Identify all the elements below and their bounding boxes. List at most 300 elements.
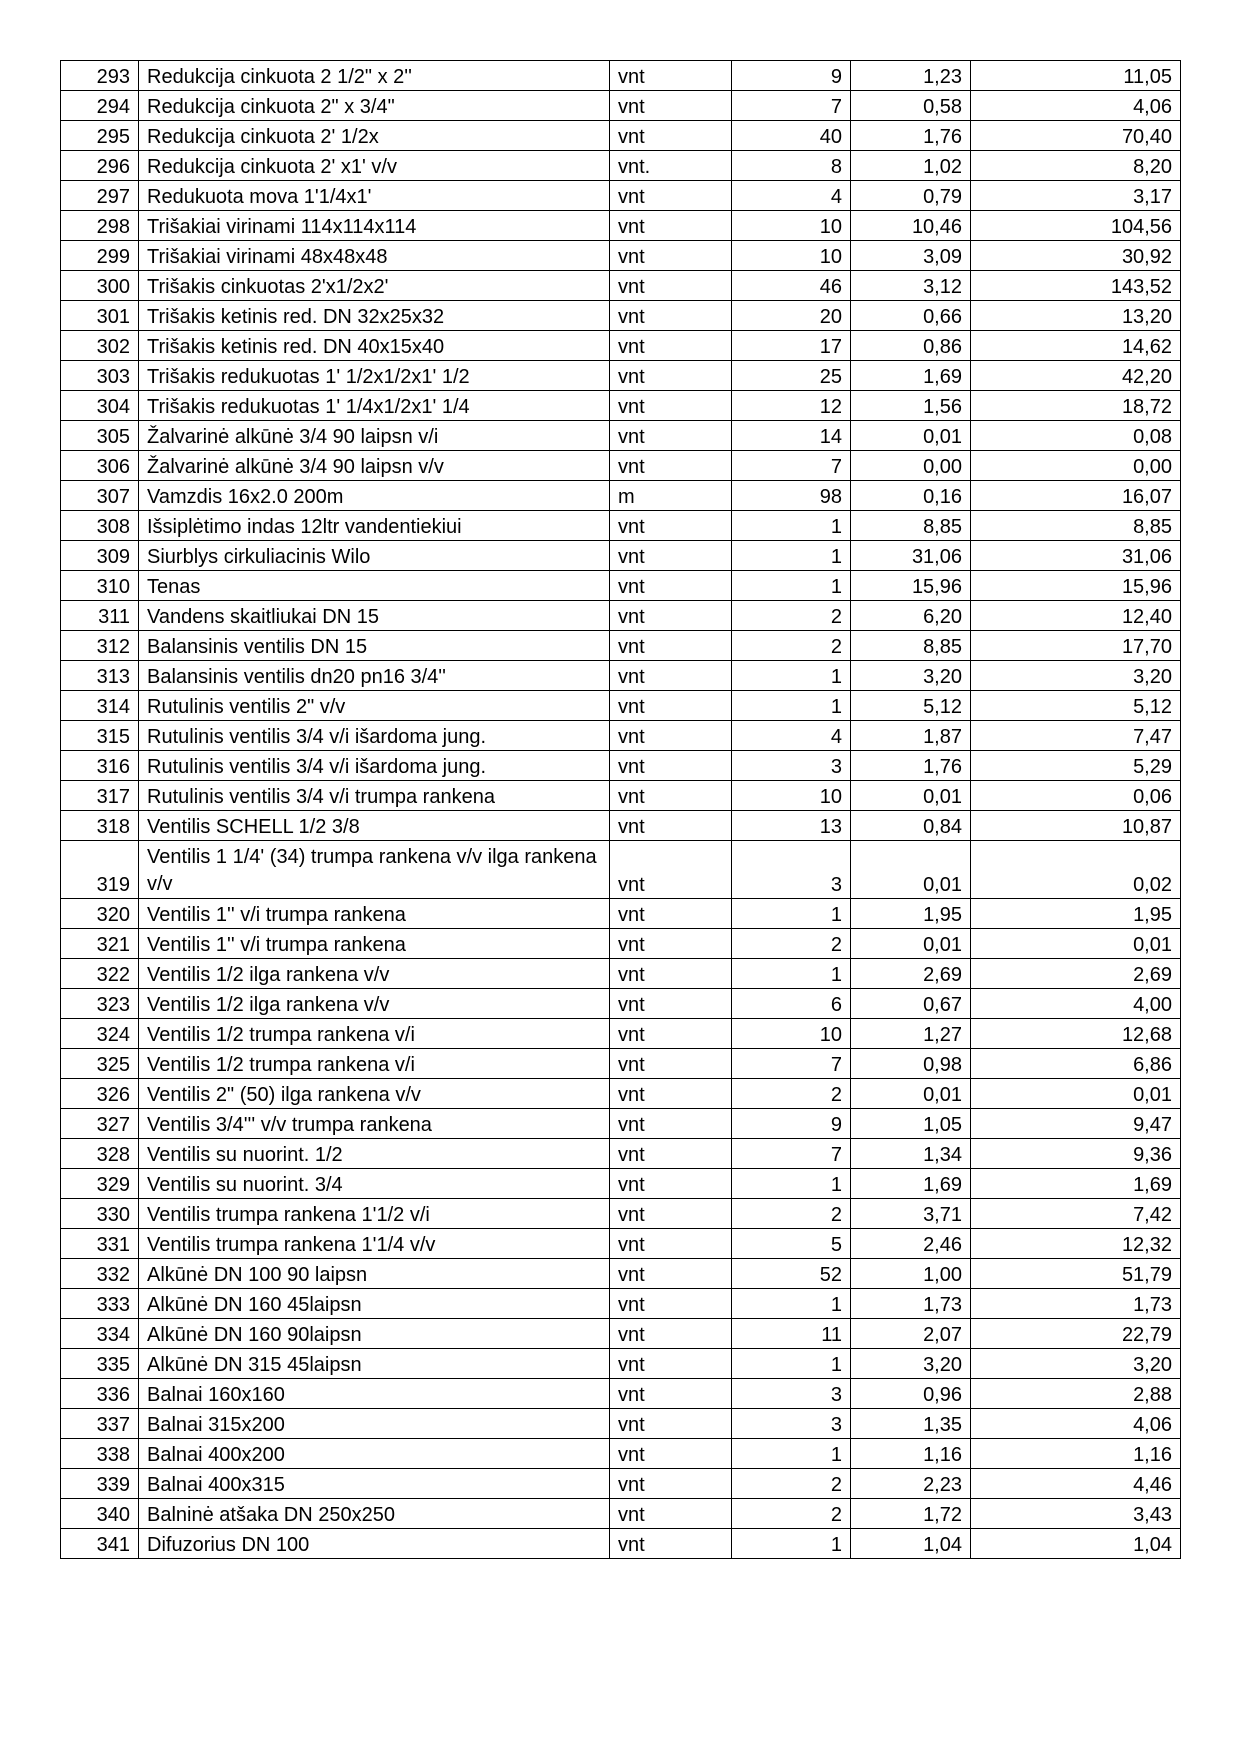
unit-price-cell: 8,85 bbox=[851, 511, 971, 541]
row-number-cell: 339 bbox=[61, 1469, 139, 1499]
row-number-cell: 322 bbox=[61, 959, 139, 989]
total-cell: 9,36 bbox=[971, 1139, 1181, 1169]
quantity-cell: 9 bbox=[732, 61, 851, 91]
unit-cell: vnt bbox=[610, 1439, 732, 1469]
table-row bbox=[61, 721, 1181, 751]
row-number-cell: 315 bbox=[61, 721, 139, 751]
row-number-cell: 324 bbox=[61, 1019, 139, 1049]
quantity-cell: 1 bbox=[732, 899, 851, 929]
unit-cell: vnt bbox=[610, 1289, 732, 1319]
unit-cell: vnt bbox=[610, 121, 732, 151]
row-number-cell: 294 bbox=[61, 91, 139, 121]
total-cell: 12,40 bbox=[971, 601, 1181, 631]
total-cell: 13,20 bbox=[971, 301, 1181, 331]
item-name-cell: Ventilis 1'' v/i trumpa rankena bbox=[139, 929, 610, 959]
item-name-cell: Žalvarinė alkūnė 3/4 90 laipsn v/v bbox=[139, 451, 610, 481]
table-row bbox=[61, 841, 1181, 899]
table-row bbox=[61, 781, 1181, 811]
item-name-cell: Rutulinis ventilis 3/4 v/i trumpa rankena bbox=[139, 781, 610, 811]
total-cell: 16,07 bbox=[971, 481, 1181, 511]
table-row bbox=[61, 1319, 1181, 1349]
quantity-cell: 17 bbox=[732, 331, 851, 361]
unit-cell: vnt bbox=[610, 1229, 732, 1259]
total-cell: 104,56 bbox=[971, 211, 1181, 241]
table-row bbox=[61, 1499, 1181, 1529]
unit-price-cell: 1,56 bbox=[851, 391, 971, 421]
item-name-cell: Ventilis 1/2 ilga rankena v/v bbox=[139, 959, 610, 989]
row-number-cell: 334 bbox=[61, 1319, 139, 1349]
table-row bbox=[61, 1049, 1181, 1079]
quantity-cell: 7 bbox=[732, 91, 851, 121]
table-row bbox=[61, 899, 1181, 929]
unit-cell: vnt bbox=[610, 631, 732, 661]
unit-cell: vnt bbox=[610, 391, 732, 421]
total-cell: 7,47 bbox=[971, 721, 1181, 751]
row-number-cell: 319 bbox=[61, 841, 139, 899]
table-row bbox=[61, 751, 1181, 781]
total-cell: 1,95 bbox=[971, 899, 1181, 929]
quantity-cell: 1 bbox=[732, 541, 851, 571]
row-number-cell: 323 bbox=[61, 989, 139, 1019]
table-row bbox=[61, 959, 1181, 989]
quantity-cell: 2 bbox=[732, 1199, 851, 1229]
total-cell: 10,87 bbox=[971, 811, 1181, 841]
table-row bbox=[61, 241, 1181, 271]
unit-price-cell: 0,01 bbox=[851, 929, 971, 959]
item-name-cell: Trišakis ketinis red. DN 32x25x32 bbox=[139, 301, 610, 331]
quantity-cell: 1 bbox=[732, 1349, 851, 1379]
row-number-cell: 311 bbox=[61, 601, 139, 631]
unit-cell: vnt bbox=[610, 301, 732, 331]
total-cell: 1,16 bbox=[971, 1439, 1181, 1469]
item-name-cell: Trišakis redukuotas 1' 1/4x1/2x1' 1/4 bbox=[139, 391, 610, 421]
row-number-cell: 316 bbox=[61, 751, 139, 781]
row-number-cell: 337 bbox=[61, 1409, 139, 1439]
inventory-table bbox=[60, 60, 1181, 1559]
item-name-cell: Trišakiai virinami 48x48x48 bbox=[139, 241, 610, 271]
quantity-cell: 12 bbox=[732, 391, 851, 421]
unit-price-cell: 1,05 bbox=[851, 1109, 971, 1139]
unit-cell: vnt bbox=[610, 91, 732, 121]
quantity-cell: 14 bbox=[732, 421, 851, 451]
unit-price-cell: 1,04 bbox=[851, 1529, 971, 1559]
table-row bbox=[61, 1409, 1181, 1439]
item-name-cell: Alkūnė DN 315 45laipsn bbox=[139, 1349, 610, 1379]
unit-price-cell: 1,73 bbox=[851, 1289, 971, 1319]
total-cell: 42,20 bbox=[971, 361, 1181, 391]
unit-cell: vnt bbox=[610, 1139, 732, 1169]
table-row bbox=[61, 691, 1181, 721]
unit-price-cell: 1,23 bbox=[851, 61, 971, 91]
total-cell: 12,32 bbox=[971, 1229, 1181, 1259]
quantity-cell: 46 bbox=[732, 271, 851, 301]
table-row bbox=[61, 929, 1181, 959]
unit-price-cell: 0,00 bbox=[851, 451, 971, 481]
total-cell: 1,73 bbox=[971, 1289, 1181, 1319]
table-row bbox=[61, 301, 1181, 331]
item-name-cell: Trišakiai virinami 114x114x114 bbox=[139, 211, 610, 241]
quantity-cell: 4 bbox=[732, 181, 851, 211]
unit-cell: vnt bbox=[610, 691, 732, 721]
unit-cell: vnt bbox=[610, 1379, 732, 1409]
item-name-cell: Redukcija cinkuota 2' 1/2x bbox=[139, 121, 610, 151]
item-name-cell: Alkūnė DN 160 45laipsn bbox=[139, 1289, 610, 1319]
row-number-cell: 328 bbox=[61, 1139, 139, 1169]
unit-price-cell: 0,01 bbox=[851, 421, 971, 451]
row-number-cell: 329 bbox=[61, 1169, 139, 1199]
quantity-cell: 11 bbox=[732, 1319, 851, 1349]
quantity-cell: 3 bbox=[732, 1409, 851, 1439]
unit-price-cell: 3,09 bbox=[851, 241, 971, 271]
unit-cell: vnt bbox=[610, 1259, 732, 1289]
quantity-cell: 1 bbox=[732, 511, 851, 541]
unit-cell: vnt bbox=[610, 1499, 732, 1529]
row-number-cell: 313 bbox=[61, 661, 139, 691]
total-cell: 4,06 bbox=[971, 91, 1181, 121]
row-number-cell: 308 bbox=[61, 511, 139, 541]
item-name-cell: Balnai 400x200 bbox=[139, 1439, 610, 1469]
unit-price-cell: 0,01 bbox=[851, 841, 971, 899]
total-cell: 31,06 bbox=[971, 541, 1181, 571]
item-name-cell: Difuzorius DN 100 bbox=[139, 1529, 610, 1559]
quantity-cell: 13 bbox=[732, 811, 851, 841]
item-name-cell: Trišakis ketinis red. DN 40x15x40 bbox=[139, 331, 610, 361]
unit-cell: vnt bbox=[610, 211, 732, 241]
item-name-cell: Ventilis 2" (50) ilga rankena v/v bbox=[139, 1079, 610, 1109]
unit-cell: vnt bbox=[610, 61, 732, 91]
table-row bbox=[61, 91, 1181, 121]
total-cell: 3,20 bbox=[971, 661, 1181, 691]
unit-price-cell: 0,16 bbox=[851, 481, 971, 511]
unit-cell: vnt bbox=[610, 1529, 732, 1559]
table-row bbox=[61, 1139, 1181, 1169]
unit-price-cell: 1,27 bbox=[851, 1019, 971, 1049]
table-row bbox=[61, 271, 1181, 301]
inventory-table-body bbox=[61, 61, 1181, 1559]
table-row bbox=[61, 811, 1181, 841]
quantity-cell: 2 bbox=[732, 631, 851, 661]
total-cell: 0,01 bbox=[971, 929, 1181, 959]
total-cell: 7,42 bbox=[971, 1199, 1181, 1229]
item-name-cell: Ventilis 1 1/4' (34) trumpa rankena v/v ilga rankena v/v bbox=[139, 841, 610, 899]
quantity-cell: 5 bbox=[732, 1229, 851, 1259]
total-cell: 9,47 bbox=[971, 1109, 1181, 1139]
table-row bbox=[61, 391, 1181, 421]
total-cell: 143,52 bbox=[971, 271, 1181, 301]
item-name-cell: Balninė atšaka DN 250x250 bbox=[139, 1499, 610, 1529]
quantity-cell: 1 bbox=[732, 1169, 851, 1199]
item-name-cell: Rutulinis ventilis 2" v/v bbox=[139, 691, 610, 721]
row-number-cell: 330 bbox=[61, 1199, 139, 1229]
quantity-cell: 4 bbox=[732, 721, 851, 751]
total-cell: 3,43 bbox=[971, 1499, 1181, 1529]
total-cell: 8,85 bbox=[971, 511, 1181, 541]
row-number-cell: 299 bbox=[61, 241, 139, 271]
unit-price-cell: 2,07 bbox=[851, 1319, 971, 1349]
unit-cell: vnt bbox=[610, 1109, 732, 1139]
quantity-cell: 6 bbox=[732, 989, 851, 1019]
row-number-cell: 293 bbox=[61, 61, 139, 91]
total-cell: 5,12 bbox=[971, 691, 1181, 721]
table-row bbox=[61, 1109, 1181, 1139]
unit-price-cell: 0,66 bbox=[851, 301, 971, 331]
unit-price-cell: 0,98 bbox=[851, 1049, 971, 1079]
item-name-cell: Redukcija cinkuota 2' x1' v/v bbox=[139, 151, 610, 181]
unit-cell: vnt bbox=[610, 1199, 732, 1229]
total-cell: 30,92 bbox=[971, 241, 1181, 271]
item-name-cell: Ventilis trumpa rankena 1'1/2 v/i bbox=[139, 1199, 610, 1229]
item-name-cell: Trišakis cinkuotas 2'x1/2x2' bbox=[139, 271, 610, 301]
total-cell: 14,62 bbox=[971, 331, 1181, 361]
quantity-cell: 25 bbox=[732, 361, 851, 391]
unit-cell: vnt bbox=[610, 661, 732, 691]
unit-cell: vnt bbox=[610, 841, 732, 899]
total-cell: 1,69 bbox=[971, 1169, 1181, 1199]
unit-price-cell: 0,86 bbox=[851, 331, 971, 361]
unit-cell: vnt bbox=[610, 571, 732, 601]
item-name-cell: Ventilis 1/2 trumpa rankena v/i bbox=[139, 1049, 610, 1079]
quantity-cell: 3 bbox=[732, 841, 851, 899]
unit-cell: vnt bbox=[610, 811, 732, 841]
row-number-cell: 297 bbox=[61, 181, 139, 211]
quantity-cell: 1 bbox=[732, 1289, 851, 1319]
quantity-cell: 10 bbox=[732, 1019, 851, 1049]
table-row bbox=[61, 1469, 1181, 1499]
item-name-cell: Balnai 160x160 bbox=[139, 1379, 610, 1409]
unit-cell: vnt bbox=[610, 781, 732, 811]
item-name-cell: Redukuota mova 1'1/4x1' bbox=[139, 181, 610, 211]
unit-price-cell: 1,87 bbox=[851, 721, 971, 751]
unit-cell: vnt bbox=[610, 751, 732, 781]
unit-price-cell: 1,69 bbox=[851, 361, 971, 391]
item-name-cell: Ventilis 1'' v/i trumpa rankena bbox=[139, 899, 610, 929]
quantity-cell: 2 bbox=[732, 1499, 851, 1529]
row-number-cell: 327 bbox=[61, 1109, 139, 1139]
table-row bbox=[61, 451, 1181, 481]
quantity-cell: 1 bbox=[732, 1439, 851, 1469]
row-number-cell: 307 bbox=[61, 481, 139, 511]
quantity-cell: 3 bbox=[732, 1379, 851, 1409]
unit-cell: vnt. bbox=[610, 151, 732, 181]
unit-price-cell: 3,71 bbox=[851, 1199, 971, 1229]
quantity-cell: 10 bbox=[732, 781, 851, 811]
item-name-cell: Redukcija cinkuota 2 1/2" x 2'' bbox=[139, 61, 610, 91]
quantity-cell: 2 bbox=[732, 929, 851, 959]
unit-price-cell: 3,20 bbox=[851, 1349, 971, 1379]
unit-price-cell: 2,23 bbox=[851, 1469, 971, 1499]
item-name-cell: Trišakis redukuotas 1' 1/2x1/2x1' 1/2 bbox=[139, 361, 610, 391]
table-row bbox=[61, 1379, 1181, 1409]
quantity-cell: 10 bbox=[732, 211, 851, 241]
total-cell: 8,20 bbox=[971, 151, 1181, 181]
unit-price-cell: 0,01 bbox=[851, 1079, 971, 1109]
quantity-cell: 1 bbox=[732, 691, 851, 721]
unit-price-cell: 5,12 bbox=[851, 691, 971, 721]
quantity-cell: 20 bbox=[732, 301, 851, 331]
table-row bbox=[61, 361, 1181, 391]
table-row bbox=[61, 571, 1181, 601]
unit-cell: vnt bbox=[610, 1049, 732, 1079]
unit-price-cell: 0,67 bbox=[851, 989, 971, 1019]
table-row bbox=[61, 1199, 1181, 1229]
item-name-cell: Alkūnė DN 160 90laipsn bbox=[139, 1319, 610, 1349]
row-number-cell: 309 bbox=[61, 541, 139, 571]
table-row bbox=[61, 331, 1181, 361]
item-name-cell: Rutulinis ventilis 3/4 v/i išardoma jung. bbox=[139, 721, 610, 751]
row-number-cell: 301 bbox=[61, 301, 139, 331]
total-cell: 1,04 bbox=[971, 1529, 1181, 1559]
unit-cell: vnt bbox=[610, 601, 732, 631]
unit-price-cell: 8,85 bbox=[851, 631, 971, 661]
unit-cell: vnt bbox=[610, 541, 732, 571]
unit-price-cell: 6,20 bbox=[851, 601, 971, 631]
table-row bbox=[61, 1019, 1181, 1049]
quantity-cell: 1 bbox=[732, 959, 851, 989]
quantity-cell: 1 bbox=[732, 571, 851, 601]
unit-price-cell: 1,00 bbox=[851, 1259, 971, 1289]
quantity-cell: 2 bbox=[732, 601, 851, 631]
table-row bbox=[61, 1439, 1181, 1469]
total-cell: 17,70 bbox=[971, 631, 1181, 661]
unit-cell: vnt bbox=[610, 181, 732, 211]
quantity-cell: 3 bbox=[732, 751, 851, 781]
table-row bbox=[61, 1349, 1181, 1379]
unit-price-cell: 2,46 bbox=[851, 1229, 971, 1259]
row-number-cell: 295 bbox=[61, 121, 139, 151]
unit-price-cell: 1,16 bbox=[851, 1439, 971, 1469]
item-name-cell: Ventilis trumpa rankena 1'1/4 v/v bbox=[139, 1229, 610, 1259]
item-name-cell: Ventilis SCHELL 1/2 3/8 bbox=[139, 811, 610, 841]
quantity-cell: 9 bbox=[732, 1109, 851, 1139]
item-name-cell: Ventilis 3/4''' v/v trumpa rankena bbox=[139, 1109, 610, 1139]
total-cell: 0,06 bbox=[971, 781, 1181, 811]
row-number-cell: 340 bbox=[61, 1499, 139, 1529]
row-number-cell: 325 bbox=[61, 1049, 139, 1079]
total-cell: 0,08 bbox=[971, 421, 1181, 451]
item-name-cell: Siurblys cirkuliacinis Wilo bbox=[139, 541, 610, 571]
unit-cell: vnt bbox=[610, 1079, 732, 1109]
item-name-cell: Ventilis su nuorint. 1/2 bbox=[139, 1139, 610, 1169]
row-number-cell: 296 bbox=[61, 151, 139, 181]
unit-cell: vnt bbox=[610, 331, 732, 361]
unit-cell: vnt bbox=[610, 421, 732, 451]
row-number-cell: 312 bbox=[61, 631, 139, 661]
quantity-cell: 2 bbox=[732, 1079, 851, 1109]
unit-cell: vnt bbox=[610, 271, 732, 301]
total-cell: 4,46 bbox=[971, 1469, 1181, 1499]
unit-cell: vnt bbox=[610, 929, 732, 959]
unit-price-cell: 1,02 bbox=[851, 151, 971, 181]
total-cell: 4,06 bbox=[971, 1409, 1181, 1439]
total-cell: 12,68 bbox=[971, 1019, 1181, 1049]
total-cell: 18,72 bbox=[971, 391, 1181, 421]
row-number-cell: 310 bbox=[61, 571, 139, 601]
row-number-cell: 303 bbox=[61, 361, 139, 391]
total-cell: 6,86 bbox=[971, 1049, 1181, 1079]
unit-cell: vnt bbox=[610, 721, 732, 751]
quantity-cell: 7 bbox=[732, 1049, 851, 1079]
item-name-cell: Vandens skaitliukai DN 15 bbox=[139, 601, 610, 631]
unit-price-cell: 15,96 bbox=[851, 571, 971, 601]
row-number-cell: 304 bbox=[61, 391, 139, 421]
table-row bbox=[61, 211, 1181, 241]
quantity-cell: 40 bbox=[732, 121, 851, 151]
row-number-cell: 298 bbox=[61, 211, 139, 241]
table-row bbox=[61, 989, 1181, 1019]
quantity-cell: 7 bbox=[732, 451, 851, 481]
unit-cell: vnt bbox=[610, 959, 732, 989]
row-number-cell: 333 bbox=[61, 1289, 139, 1319]
item-name-cell: Balansinis ventilis DN 15 bbox=[139, 631, 610, 661]
item-name-cell: Balnai 315x200 bbox=[139, 1409, 610, 1439]
unit-cell: vnt bbox=[610, 899, 732, 929]
unit-cell: vnt bbox=[610, 1349, 732, 1379]
item-name-cell: Alkūnė DN 100 90 laipsn bbox=[139, 1259, 610, 1289]
total-cell: 4,00 bbox=[971, 989, 1181, 1019]
unit-price-cell: 0,58 bbox=[851, 91, 971, 121]
unit-price-cell: 1,76 bbox=[851, 121, 971, 151]
unit-price-cell: 1,69 bbox=[851, 1169, 971, 1199]
table-row bbox=[61, 481, 1181, 511]
table-row bbox=[61, 1229, 1181, 1259]
total-cell: 0,00 bbox=[971, 451, 1181, 481]
unit-price-cell: 0,84 bbox=[851, 811, 971, 841]
row-number-cell: 321 bbox=[61, 929, 139, 959]
total-cell: 0,01 bbox=[971, 1079, 1181, 1109]
quantity-cell: 7 bbox=[732, 1139, 851, 1169]
table-row bbox=[61, 511, 1181, 541]
total-cell: 22,79 bbox=[971, 1319, 1181, 1349]
total-cell: 5,29 bbox=[971, 751, 1181, 781]
table-row bbox=[61, 61, 1181, 91]
item-name-cell: Vamzdis 16x2.0 200m bbox=[139, 481, 610, 511]
row-number-cell: 335 bbox=[61, 1349, 139, 1379]
quantity-cell: 2 bbox=[732, 1469, 851, 1499]
inventory-sheet bbox=[60, 60, 1180, 1559]
quantity-cell: 98 bbox=[732, 481, 851, 511]
item-name-cell: Balansinis ventilis dn20 pn16 3/4'' bbox=[139, 661, 610, 691]
unit-cell: vnt bbox=[610, 1169, 732, 1199]
row-number-cell: 332 bbox=[61, 1259, 139, 1289]
row-number-cell: 306 bbox=[61, 451, 139, 481]
unit-cell: vnt bbox=[610, 511, 732, 541]
total-cell: 0,02 bbox=[971, 841, 1181, 899]
quantity-cell: 1 bbox=[732, 1529, 851, 1559]
item-name-cell: Ventilis su nuorint. 3/4 bbox=[139, 1169, 610, 1199]
unit-price-cell: 0,96 bbox=[851, 1379, 971, 1409]
total-cell: 2,88 bbox=[971, 1379, 1181, 1409]
row-number-cell: 336 bbox=[61, 1379, 139, 1409]
unit-price-cell: 0,79 bbox=[851, 181, 971, 211]
unit-price-cell: 1,35 bbox=[851, 1409, 971, 1439]
unit-cell: m bbox=[610, 481, 732, 511]
unit-price-cell: 0,01 bbox=[851, 781, 971, 811]
row-number-cell: 317 bbox=[61, 781, 139, 811]
table-row bbox=[61, 181, 1181, 211]
table-row bbox=[61, 121, 1181, 151]
unit-price-cell: 1,34 bbox=[851, 1139, 971, 1169]
total-cell: 51,79 bbox=[971, 1259, 1181, 1289]
unit-cell: vnt bbox=[610, 1409, 732, 1439]
item-name-cell: Išsiplėtimo indas 12ltr vandentiekiui bbox=[139, 511, 610, 541]
row-number-cell: 331 bbox=[61, 1229, 139, 1259]
row-number-cell: 305 bbox=[61, 421, 139, 451]
quantity-cell: 10 bbox=[732, 241, 851, 271]
table-row bbox=[61, 631, 1181, 661]
row-number-cell: 302 bbox=[61, 331, 139, 361]
unit-cell: vnt bbox=[610, 451, 732, 481]
table-row bbox=[61, 421, 1181, 451]
